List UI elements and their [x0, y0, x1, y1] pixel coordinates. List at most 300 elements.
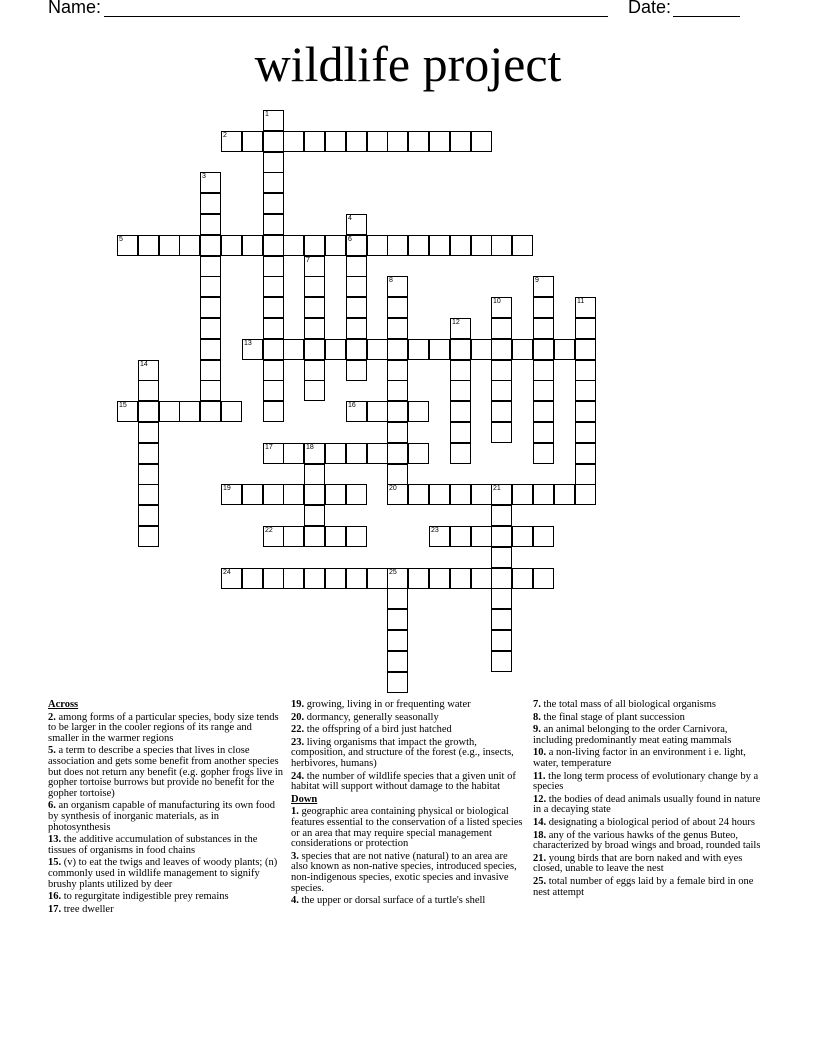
- clue-number: 13.: [48, 834, 62, 846]
- grid-cell[interactable]: [346, 297, 367, 318]
- across-clue: [291, 725, 525, 736]
- clues-column-3: [533, 700, 769, 900]
- grid-cell[interactable]: [575, 339, 596, 360]
- grid-cell[interactable]: [221, 568, 242, 589]
- across-clue: [48, 835, 284, 856]
- grid-cell[interactable]: [408, 401, 429, 422]
- clue-text: an organism capable of manufacturing its own food by synthesis of inorganic materials, as in photosynthesis: [48, 800, 275, 833]
- grid-cell[interactable]: [138, 484, 159, 505]
- clue-number: 22: [265, 527, 273, 534]
- grid-cell[interactable]: [491, 422, 512, 443]
- clue-number: 24: [223, 569, 231, 576]
- grid-cell[interactable]: [242, 484, 263, 505]
- clues-column-1: [48, 700, 284, 917]
- grid-cell[interactable]: [304, 526, 325, 547]
- grid-cell[interactable]: [283, 526, 304, 547]
- down-clue: [533, 854, 769, 875]
- grid-cell[interactable]: [429, 526, 450, 547]
- grid-cell[interactable]: [263, 318, 284, 339]
- grid-cell[interactable]: [138, 443, 159, 464]
- grid-cell[interactable]: [200, 256, 221, 277]
- grid-cell[interactable]: [304, 360, 325, 381]
- clue-number: 1: [265, 111, 269, 118]
- across-clue: [291, 700, 525, 711]
- grid-cell[interactable]: [263, 401, 284, 422]
- grid-cell[interactable]: [263, 360, 284, 381]
- grid-cell[interactable]: [491, 588, 512, 609]
- grid-cell[interactable]: [533, 276, 554, 297]
- across-heading: Across: [48, 699, 79, 710]
- grid-cell[interactable]: [159, 235, 180, 256]
- grid-cell[interactable]: [263, 110, 284, 131]
- clue-number: 15: [119, 402, 127, 409]
- across-clue: [48, 746, 284, 799]
- grid-cell[interactable]: [138, 360, 159, 381]
- across-clue: [48, 801, 284, 833]
- grid-cell[interactable]: [575, 297, 596, 318]
- clue-number: 20: [389, 485, 397, 492]
- grid-cell[interactable]: [346, 131, 367, 152]
- grid-cell[interactable]: [242, 131, 263, 152]
- grid-cell[interactable]: [263, 131, 284, 152]
- grid-cell[interactable]: [429, 131, 450, 152]
- name-label: Name:: [48, 0, 102, 17]
- grid-cell[interactable]: [387, 360, 408, 381]
- grid-cell[interactable]: [325, 526, 346, 547]
- grid-cell[interactable]: [512, 235, 533, 256]
- grid-cell[interactable]: [533, 443, 554, 464]
- grid-cell[interactable]: [491, 339, 512, 360]
- grid-cell[interactable]: [263, 256, 284, 277]
- clue-number: 22.: [291, 724, 305, 736]
- grid-cell[interactable]: [387, 588, 408, 609]
- clue-text: growing, living in or frequenting water: [304, 699, 471, 710]
- grid-cell[interactable]: [554, 339, 575, 360]
- grid-cell[interactable]: [304, 235, 325, 256]
- grid-cell[interactable]: [138, 464, 159, 485]
- grid-cell[interactable]: [283, 484, 304, 505]
- clue-number: 14.: [533, 816, 547, 828]
- grid-cell[interactable]: [200, 318, 221, 339]
- grid-cell[interactable]: [304, 256, 325, 277]
- clue-number: 7: [306, 257, 310, 264]
- grid-cell[interactable]: [221, 484, 242, 505]
- clue-text: among forms of a particular species, body size tends to be larger in the cooler regions of its range and smaller in the warmer regions: [48, 711, 279, 744]
- grid-cell[interactable]: [533, 380, 554, 401]
- grid-cell[interactable]: [200, 276, 221, 297]
- grid-cell[interactable]: [491, 484, 512, 505]
- grid-cell[interactable]: [346, 526, 367, 547]
- down-clue: [533, 818, 769, 829]
- grid-cell[interactable]: [450, 401, 471, 422]
- grid-cell[interactable]: [533, 297, 554, 318]
- grid-cell[interactable]: [575, 360, 596, 381]
- grid-cell[interactable]: [471, 526, 492, 547]
- grid-cell[interactable]: [346, 568, 367, 589]
- clue-number: 21.: [533, 852, 547, 864]
- grid-cell[interactable]: [367, 401, 388, 422]
- clue-number: 10: [493, 298, 501, 305]
- grid-cell[interactable]: [387, 443, 408, 464]
- grid-cell[interactable]: [387, 401, 408, 422]
- down-clue-list-continued: [533, 700, 769, 898]
- down-heading: Down: [291, 793, 318, 805]
- clue-number: 16.: [48, 891, 62, 903]
- grid-cell[interactable]: [387, 651, 408, 672]
- grid-cell[interactable]: [387, 422, 408, 443]
- clue-text: to regurgitate indigestible prey remains: [61, 891, 229, 903]
- grid-cell[interactable]: [387, 609, 408, 630]
- grid-cell[interactable]: [304, 339, 325, 360]
- grid-cell[interactable]: [491, 235, 512, 256]
- grid-cell[interactable]: [491, 651, 512, 672]
- grid-cell[interactable]: [242, 235, 263, 256]
- down-clue: [533, 713, 769, 724]
- grid-cell[interactable]: [533, 401, 554, 422]
- across-clue: [48, 858, 284, 890]
- grid-cell[interactable]: [491, 360, 512, 381]
- grid-cell[interactable]: [387, 672, 408, 693]
- clue-text: the final stage of plant succession: [540, 711, 685, 723]
- grid-cell[interactable]: [533, 318, 554, 339]
- clue-number: 23.: [291, 736, 305, 748]
- grid-cell[interactable]: [367, 131, 388, 152]
- clue-text: the bodies of dead animals usually found in nature in a decaying state: [533, 793, 761, 816]
- grid-cell[interactable]: [263, 443, 284, 464]
- grid-cell[interactable]: [387, 235, 408, 256]
- clue-number: 17: [265, 444, 273, 451]
- grid-cell[interactable]: [325, 443, 346, 464]
- grid-cell[interactable]: [429, 568, 450, 589]
- grid-cell[interactable]: [450, 443, 471, 464]
- grid-cell[interactable]: [429, 339, 450, 360]
- grid-cell[interactable]: [200, 360, 221, 381]
- grid-cell[interactable]: [325, 484, 346, 505]
- grid-cell[interactable]: [138, 422, 159, 443]
- grid-cell[interactable]: [283, 443, 304, 464]
- grid-cell[interactable]: [554, 484, 575, 505]
- grid-cell[interactable]: [471, 131, 492, 152]
- grid-cell[interactable]: [575, 464, 596, 485]
- grid-cell[interactable]: [200, 297, 221, 318]
- grid-cell[interactable]: [346, 339, 367, 360]
- grid-cell[interactable]: [263, 526, 284, 547]
- puzzle-title: wildlife project: [254, 36, 562, 92]
- grid-cell[interactable]: [346, 443, 367, 464]
- across-clue: [48, 892, 284, 903]
- grid-cell[interactable]: [346, 214, 367, 235]
- grid-cell[interactable]: [304, 505, 325, 526]
- clue-text: the upper or dorsal surface of a turtle's shell: [298, 895, 486, 907]
- grid-cell[interactable]: [491, 380, 512, 401]
- grid-cell[interactable]: [325, 131, 346, 152]
- grid-cell[interactable]: [138, 380, 159, 401]
- grid-cell[interactable]: [263, 152, 284, 173]
- grid-cell[interactable]: [450, 235, 471, 256]
- grid-cell[interactable]: [533, 568, 554, 589]
- clue-text: a term to describe a species that lives in close association and gets some benefit from another species but does not return any benefit (e.g. gopher frogs live in gopher tortoise burrows but provide no benefit for the gopher tortoise): [48, 745, 284, 799]
- grid-cell[interactable]: [387, 380, 408, 401]
- grid-cell[interactable]: [138, 505, 159, 526]
- across-clue-list: [48, 713, 284, 916]
- grid-cell[interactable]: [283, 235, 304, 256]
- grid-cell[interactable]: [263, 380, 284, 401]
- grid-cell[interactable]: [450, 318, 471, 339]
- clue-text: (v) to eat the twigs and leaves of woody plants; (n) commonly used in wildlife management to signify brushy plants utilized by deer: [48, 857, 278, 890]
- grid-cell[interactable]: [533, 360, 554, 381]
- grid-cell[interactable]: [304, 380, 325, 401]
- grid-cell[interactable]: [304, 484, 325, 505]
- grid-cell[interactable]: [283, 568, 304, 589]
- clue-number: 11: [577, 298, 585, 305]
- clue-number: 8.: [533, 711, 541, 723]
- down-clue: [533, 748, 769, 769]
- grid-cell[interactable]: [387, 484, 408, 505]
- grid-cell[interactable]: [491, 505, 512, 526]
- grid-cell[interactable]: [200, 401, 221, 422]
- grid-cell[interactable]: [179, 401, 200, 422]
- grid-cell[interactable]: [575, 401, 596, 422]
- grid-cell[interactable]: [387, 630, 408, 651]
- grid-cell[interactable]: [533, 484, 554, 505]
- down-clue: [291, 896, 525, 907]
- grid-cell[interactable]: [346, 276, 367, 297]
- clue-number: 20.: [291, 711, 305, 723]
- grid-cell[interactable]: [408, 131, 429, 152]
- grid-cell[interactable]: [304, 464, 325, 485]
- down-clue: [533, 725, 769, 746]
- clue-number: 5.: [48, 745, 56, 757]
- clue-text: the total mass of all biological organisms: [540, 699, 716, 710]
- grid-cell[interactable]: [263, 339, 284, 360]
- down-clue: [291, 852, 525, 894]
- grid-cell[interactable]: [200, 193, 221, 214]
- grid-cell[interactable]: [450, 360, 471, 381]
- grid-cell[interactable]: [200, 214, 221, 235]
- clue-text: a non-living factor in an environment i e. light, water, temperature: [533, 747, 746, 769]
- clue-number: 2: [223, 132, 227, 139]
- grid-cell[interactable]: [491, 297, 512, 318]
- grid-cell[interactable]: [263, 214, 284, 235]
- clues-column-2: [291, 700, 525, 909]
- grid-cell[interactable]: [450, 339, 471, 360]
- grid-cell[interactable]: [263, 484, 284, 505]
- grid-cell[interactable]: [304, 276, 325, 297]
- clue-number: 4.: [291, 895, 299, 907]
- clue-text: dormancy, generally seasonally: [304, 711, 439, 723]
- grid-cell[interactable]: [346, 235, 367, 256]
- grid-cell[interactable]: [387, 339, 408, 360]
- clue-text: living organisms that impact the growth, composition, and structure of the forest (e.g., insects, herbivores, humans): [291, 736, 514, 769]
- grid-cell[interactable]: [304, 443, 325, 464]
- clue-number: 3: [202, 173, 206, 180]
- grid-cell[interactable]: [304, 318, 325, 339]
- clue-number: 11.: [533, 770, 546, 782]
- grid-cell[interactable]: [159, 401, 180, 422]
- grid-cell[interactable]: [575, 380, 596, 401]
- grid-cell[interactable]: [221, 401, 242, 422]
- grid-cell[interactable]: [450, 422, 471, 443]
- grid-cell[interactable]: [367, 235, 388, 256]
- clue-text: the additive accumulation of substances in the tissues of organisms in food chains: [48, 834, 258, 856]
- clue-number: 18.: [533, 829, 547, 841]
- clue-text: the number of wildlife species that a given unit of habitat will support without damage to the habitat: [291, 770, 516, 793]
- grid-cell[interactable]: [242, 568, 263, 589]
- clue-number: 8: [389, 277, 393, 284]
- grid-cell[interactable]: [283, 339, 304, 360]
- grid-cell[interactable]: [450, 568, 471, 589]
- grid-cell[interactable]: [387, 297, 408, 318]
- grid-cell[interactable]: [575, 318, 596, 339]
- down-clue: [533, 772, 769, 793]
- grid-cell[interactable]: [346, 256, 367, 277]
- grid-cell[interactable]: [533, 526, 554, 547]
- clue-number: 24.: [291, 770, 305, 782]
- grid-cell[interactable]: [408, 484, 429, 505]
- clue-text: young birds that are born naked and with eyes closed, unable to leave the nest: [533, 852, 743, 875]
- grid-cell[interactable]: [263, 297, 284, 318]
- clue-number: 19.: [291, 699, 305, 710]
- across-clue: [291, 738, 525, 770]
- date-label: Date:: [628, 0, 672, 17]
- grid-cell[interactable]: [387, 568, 408, 589]
- clue-number: 10.: [533, 747, 547, 759]
- grid-cell[interactable]: [117, 401, 138, 422]
- clue-text: the offspring of a bird just hatched: [304, 724, 452, 736]
- grid-cell[interactable]: [346, 318, 367, 339]
- clue-number: 12: [452, 319, 460, 326]
- grid-cell[interactable]: [138, 235, 159, 256]
- clue-number: 12.: [533, 793, 547, 805]
- grid-cell[interactable]: [200, 339, 221, 360]
- grid-cell[interactable]: [575, 484, 596, 505]
- clue-text: any of the various hawks of the genus Buteo, characterized by broad wings and broad, rounded tails: [533, 829, 761, 852]
- grid-cell[interactable]: [450, 131, 471, 152]
- grid-cell[interactable]: [491, 401, 512, 422]
- grid-cell[interactable]: [575, 443, 596, 464]
- grid-cell[interactable]: [491, 526, 512, 547]
- grid-cell[interactable]: [533, 339, 554, 360]
- grid-cell[interactable]: [263, 568, 284, 589]
- grid-cell[interactable]: [263, 276, 284, 297]
- grid-cell[interactable]: [283, 131, 304, 152]
- grid-cell[interactable]: [346, 484, 367, 505]
- grid-cell[interactable]: [429, 235, 450, 256]
- grid-cell[interactable]: [200, 172, 221, 193]
- clue-text: geographic area containing physical or biological features essential to the conservation of a listed species or an area that may require special management considerations or protection: [291, 806, 523, 850]
- grid-cell[interactable]: [408, 568, 429, 589]
- clue-number: 5: [119, 236, 123, 243]
- grid-cell[interactable]: [346, 401, 367, 422]
- grid-cell[interactable]: [512, 339, 533, 360]
- grid-cell[interactable]: [408, 443, 429, 464]
- grid-cell[interactable]: [200, 380, 221, 401]
- grid-cell[interactable]: [221, 235, 242, 256]
- grid-cell[interactable]: [387, 318, 408, 339]
- clue-number: 18: [306, 444, 314, 451]
- grid-cell[interactable]: [512, 484, 533, 505]
- clue-number: 25.: [533, 875, 547, 887]
- grid-cell[interactable]: [200, 235, 221, 256]
- across-clue-list-continued: [291, 700, 525, 793]
- down-clue: [533, 831, 769, 852]
- clue-text: total number of eggs laid by a female bird in one nest attempt: [533, 875, 754, 898]
- grid-cell[interactable]: [450, 484, 471, 505]
- clue-text: designating a biological period of about 24 hours: [546, 816, 755, 828]
- grid-cell[interactable]: [367, 339, 388, 360]
- clue-text: the long term process of evolutionary change by a species: [533, 770, 759, 793]
- clue-number: 16: [348, 402, 356, 409]
- across-clue: [291, 713, 525, 724]
- grid-cell[interactable]: [263, 172, 284, 193]
- grid-cell[interactable]: [491, 630, 512, 651]
- grid-cell[interactable]: [512, 568, 533, 589]
- clue-number: 2.: [48, 711, 56, 723]
- grid-cell[interactable]: [491, 609, 512, 630]
- grid-cell[interactable]: [471, 339, 492, 360]
- grid-cell[interactable]: [450, 380, 471, 401]
- clue-number: 9: [535, 277, 539, 284]
- grid-cell[interactable]: [138, 401, 159, 422]
- grid-cell[interactable]: [304, 131, 325, 152]
- grid-cell[interactable]: [263, 193, 284, 214]
- grid-cell[interactable]: [491, 547, 512, 568]
- grid-cell[interactable]: [325, 568, 346, 589]
- grid-cell[interactable]: [221, 131, 242, 152]
- clue-number: 13: [244, 340, 252, 347]
- grid-cell[interactable]: [387, 276, 408, 297]
- grid-cell[interactable]: [429, 484, 450, 505]
- grid-cell[interactable]: [179, 235, 200, 256]
- grid-cell[interactable]: [387, 464, 408, 485]
- grid-cell[interactable]: [408, 339, 429, 360]
- grid-cell[interactable]: [533, 422, 554, 443]
- grid-cell[interactable]: [471, 568, 492, 589]
- clue-number: 3.: [291, 850, 299, 862]
- grid-cell[interactable]: [117, 235, 138, 256]
- clue-number: 25: [389, 569, 397, 576]
- grid-cell[interactable]: [138, 526, 159, 547]
- grid-cell[interactable]: [512, 526, 533, 547]
- grid-cell[interactable]: [242, 339, 263, 360]
- grid-cell[interactable]: [325, 235, 346, 256]
- down-clue: [533, 700, 769, 711]
- down-clue: [291, 807, 525, 849]
- grid-cell[interactable]: [450, 526, 471, 547]
- grid-cell[interactable]: [491, 318, 512, 339]
- grid-cell[interactable]: [304, 297, 325, 318]
- grid-cell[interactable]: [367, 443, 388, 464]
- grid-cell[interactable]: [408, 235, 429, 256]
- grid-cell[interactable]: [304, 568, 325, 589]
- clue-number: 4: [348, 215, 352, 222]
- grid-cell[interactable]: [325, 339, 346, 360]
- clue-number: 6.: [48, 800, 56, 812]
- down-clue: [533, 795, 769, 816]
- across-clue: [48, 713, 284, 745]
- grid-cell[interactable]: [575, 422, 596, 443]
- clue-number: 7.: [533, 699, 541, 710]
- grid-cell[interactable]: [471, 484, 492, 505]
- grid-cell[interactable]: [367, 568, 388, 589]
- grid-cell[interactable]: [387, 131, 408, 152]
- grid-cell[interactable]: [346, 360, 367, 381]
- grid-cell[interactable]: [491, 568, 512, 589]
- across-clue: [48, 905, 284, 916]
- clue-text: tree dweller: [61, 903, 114, 915]
- grid-cell[interactable]: [263, 235, 284, 256]
- grid-cell[interactable]: [471, 235, 492, 256]
